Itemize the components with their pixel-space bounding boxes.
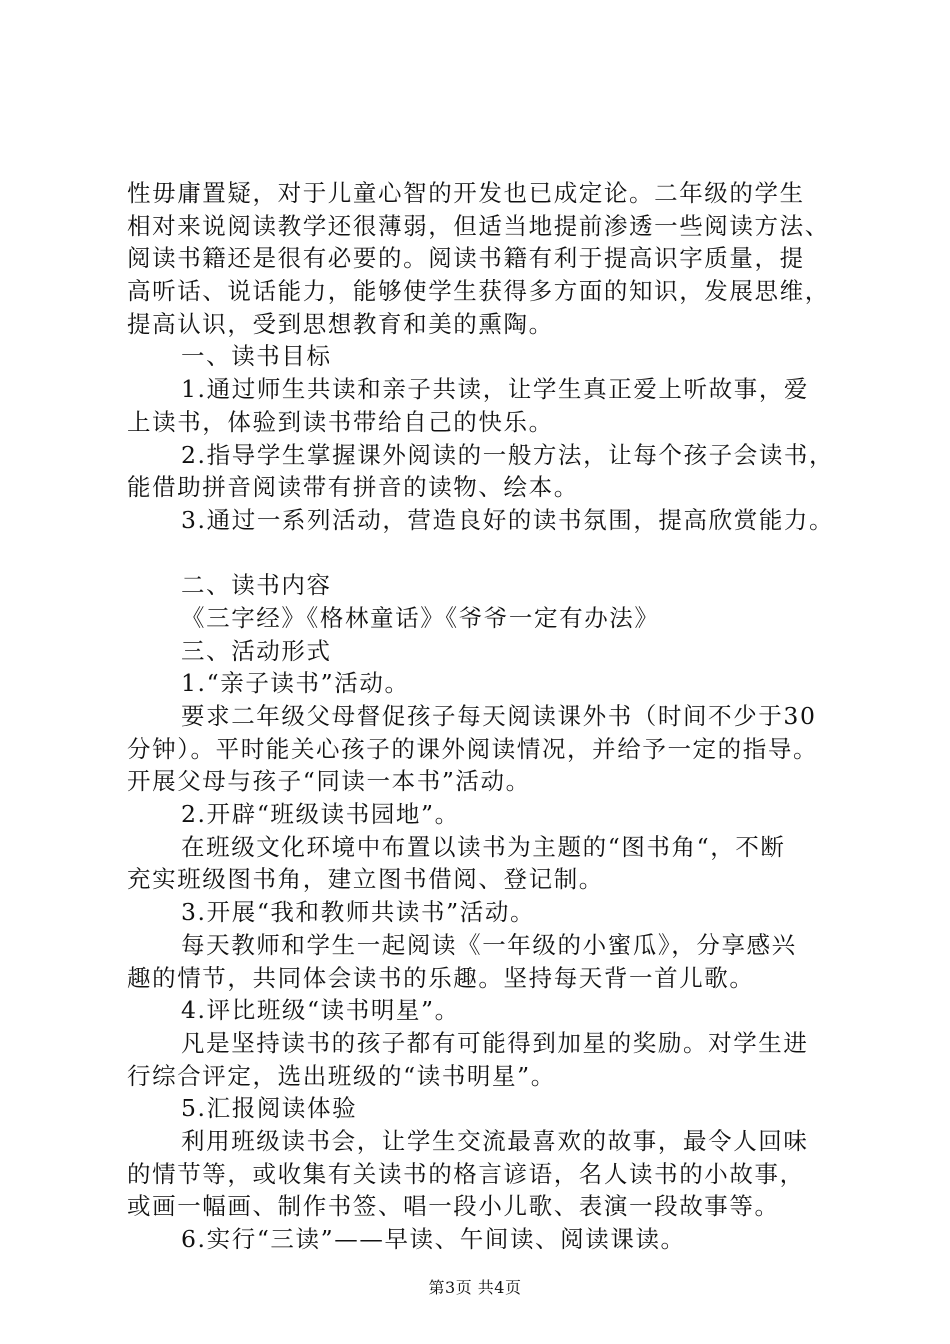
subheading: 2.开辟“班级读书园地”。 [181,800,460,829]
paragraph-line: 充实班级图书角，建立图书借阅、登记制。 [127,865,604,894]
paragraph-line: 要求二年级父母督促孩子每天阅读课外书（时间不少于30 [181,702,817,730]
subheading: 6.实行“三读”——早读、午间读、阅读课读。 [181,1225,686,1253]
paragraph-line: 的情节等，或收集有关读书的格言谚语，名人读书的小故事， [127,1159,805,1188]
paragraph-line: 《三字经》《格林童话》《爷爷一定有办法》 [181,603,660,632]
paragraph-line: 在班级文化环境中布置以读书为主题的“图书角“，不断 [181,832,786,861]
blank-line [127,537,837,570]
paragraph-line: 高听话、说话能力，能够使学生获得多方面的知识，发展思维， [127,277,830,306]
paragraph-line: 阅读书籍还是很有必要的。阅读书籍有利于提高识字质量，提 [127,244,805,273]
subheading: 4.评比班级“读书明星”。 [181,996,460,1025]
paragraph-line: 行综合评定，选出班级的“读书明星”。 [127,1061,556,1090]
subheading: 1.“亲子读书”活动。 [181,669,410,698]
paragraph-line: 提高认识，受到思想教育和美的熏陶。 [127,309,554,338]
paragraph-line: 每天教师和学生一起阅读《一年级的小蜜瓜》，分享感兴 [181,930,797,959]
paragraph-line: 2.指导学生掌握课外阅读的一般方法，让每个孩子会读书， [181,440,835,469]
paragraph-line: 相对来说阅读教学还很薄弱，但适当地提前渗透一些阅读方法、 [127,211,830,240]
paragraph-line: 利用班级读书会，让学生交流最喜欢的故事，最令人回味 [181,1126,809,1155]
paragraph-line: 或画一幅画、制作书签、唱一段小儿歌、表演一段故事等。 [127,1192,780,1221]
section-heading: 二、读书内容 [181,571,332,600]
subheading: 5.汇报阅读体验 [181,1094,358,1123]
paragraph-line: 凡是坚持读书的孩子都有可能得到加星的奖励。对学生进 [181,1028,809,1057]
section-heading: 一、读书目标 [181,342,332,371]
paragraph-line: 分钟）。平时能关心孩子的课外阅读情况，并给予一定的指导。 [127,734,819,763]
paragraph-line: 性毋庸置疑，对于儿童心智的开发也已成定论。二年级的学生 [127,179,805,207]
paragraph-line: 能借助拼音阅读带有拼音的读物、绘本。 [127,473,579,502]
section-heading: 三、活动形式 [181,636,332,665]
subheading: 3.开展“我和教师共读书”活动。 [181,898,536,927]
paragraph-line: 1.通过师生共读和亲子共读，让学生真正爱上听故事，爱 [181,375,810,404]
paragraph-line: 趣的情节，共同体会读书的乐趣。坚持每天背一首儿歌。 [127,963,755,992]
paragraph-line: 开展父母与孩子“同读一本书”活动。 [127,767,531,796]
paragraph-line: 上读书，体验到读书带给自己的快乐。 [127,407,554,436]
paragraph-line: 3.通过一系列活动，营造良好的读书氛围，提高欣赏能力。 [181,505,835,534]
document-body [127,177,837,1256]
page-number-footer: 第3页 共4页 [428,1278,522,1297]
